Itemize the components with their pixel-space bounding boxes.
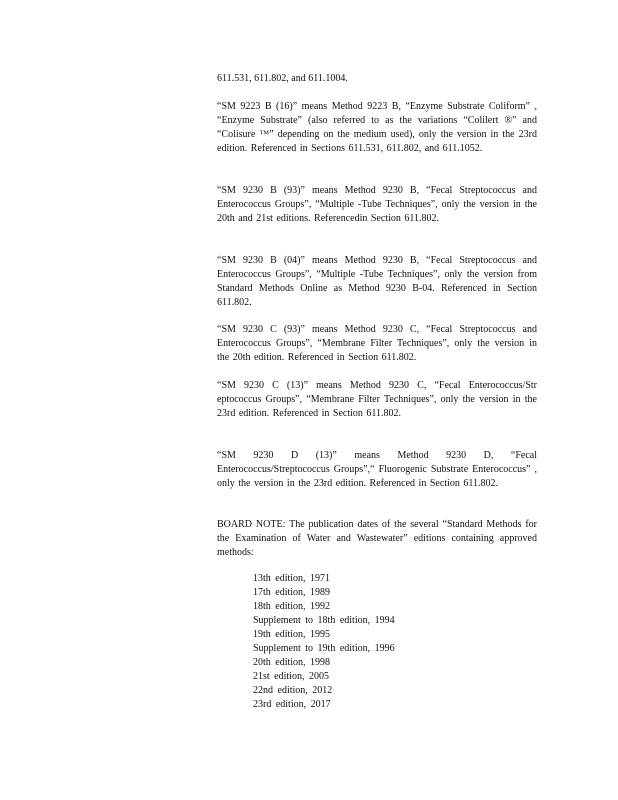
list-item: 22nd edition, 2012 — [253, 685, 333, 696]
definition-sm-9230-d-13 — [217, 449, 537, 491]
paragraph-text: “SM 9230 B (04)” means Method 9230 B, “Fecal Streptococcus and Enterococcus Groups”, “Multiple -Tube Techniques”, only the version from Standard Methods Online as Method 9230 B-04. Referenced in Section 611.802. — [217, 255, 537, 308]
paragraph-text: BOARD NOTE: The publication dates of the several “Standard Methods for the Examination of Water and Wastewater” editions containing approved methods: — [217, 519, 537, 558]
paragraph-text: “SM 9223 B (16)” means Method 9223 B, “Enzyme Substrate Coliform” , “Enzyme Substrate” (also referred to as the variations “Colilert ®” and “Colisure ™” depending on the medium used), only the version in the 23rd edition. Referenced in Sections 611.531, 611.802, and 611.1052. — [217, 101, 537, 154]
list-item: 18th edition, 1992 — [253, 601, 331, 612]
section-reference-line — [217, 72, 537, 86]
list-item: 19th edition, 1995 — [253, 629, 331, 640]
list-item: Supplement to 18th edition, 1994 — [253, 615, 395, 626]
definition-sm-9223-b-16 — [217, 100, 537, 156]
list-item: 21st edition, 2005 — [253, 671, 329, 682]
definition-sm-9230-b-93 — [217, 184, 537, 226]
definition-sm-9230-b-04 — [217, 254, 537, 310]
list-item: 23rd edition, 2017 — [253, 699, 331, 710]
paragraph-text: “SM 9230 C (93)” means Method 9230 C, “Fecal Streptococcus and Enterococcus Groups”, “Membrane Filter Techniques”, only the version in the 20th edition. Referenced in Section 611.802. — [217, 324, 537, 363]
list-item: Supplement to 19th edition, 1996 — [253, 643, 395, 654]
list-item: 17th edition, 1989 — [253, 587, 331, 598]
definition-sm-9230-c-93 — [217, 323, 537, 365]
paragraph-text: “SM 9230 B (93)” means Method 9230 B, “Fecal Streptococcus and Enterococcus Groups”, “Multiple -Tube Techniques”, only the version in the 20th and 21st editions. Referencedin Section 611.802. — [217, 185, 537, 224]
list-item: 20th edition, 1998 — [253, 657, 331, 668]
paragraph-text: “SM 9230 C (13)” means Method 9230 C, “Fecal Enterococcus/Str eptococcus Groups”, “Membrane Filter Techniques”, only the version in the 23rd edition. Referenced in Section 611.802. — [217, 380, 537, 419]
paragraph-text: “SM 9230 D (13)” means Method 9230 D, “Fecal Enterococcus/Streptococcus Groups”,“ Fluorogenic Substrate Enterococcus” , only the version in the 23rd edition. Referenced in Section 611.802. — [217, 450, 537, 489]
board-note — [217, 518, 537, 560]
paragraph-text: 611.531, 611.802, and 611.1004. — [217, 73, 348, 84]
editions-list — [253, 572, 453, 712]
list-item: 13th edition, 1971 — [253, 573, 331, 584]
definition-sm-9230-c-13 — [217, 379, 537, 421]
